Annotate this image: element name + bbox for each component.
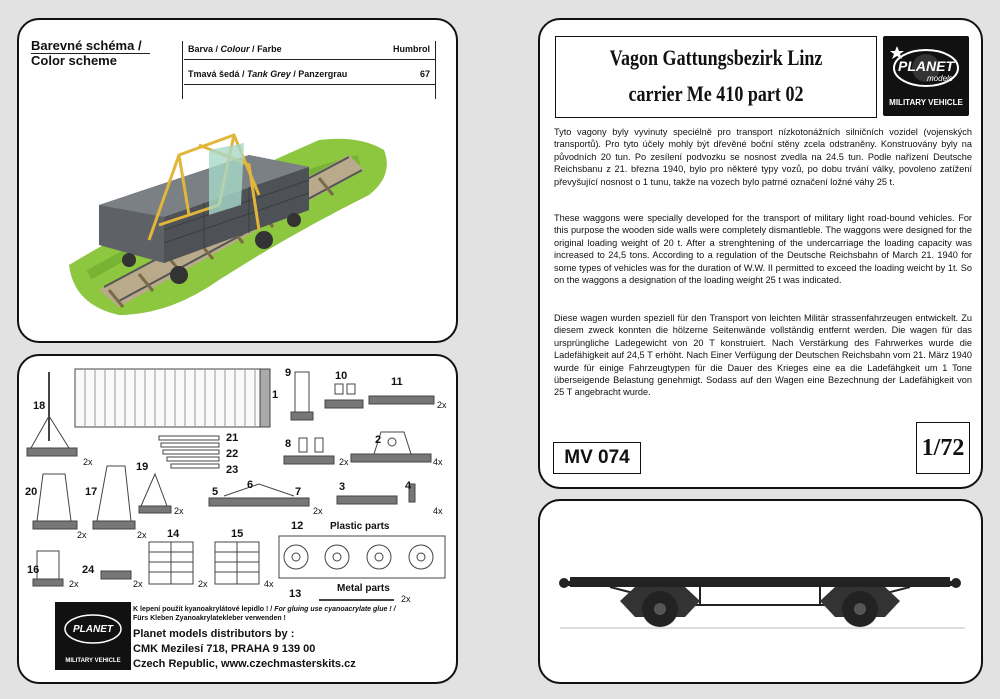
load-panel [209,143,244,215]
description-en: These waggons were specially developed for the transport of military light road-bound vehicles. For this purpose the wooden side walls were completely dismantleble. The waggons were designed for the original loading weight of 20 t. After a strenghtening of the undercarriage the loading capacity was increased to 24,5 tons. According to a regulation of the Deutsche Reichsbahn of March 21. 1940 for some types of vehicles was for the duration of W.W. II permitted to exceed the loading weicht by 1t. So on the waggons a designation of the loading weight 25 t was indicated. [554,213,972,286]
qty-part-5: 2x [313,506,323,516]
label-part-16: 16 [27,564,40,576]
color-table [184,41,436,85]
distributor-line3: Czech Republic, www.czechmasterskits.cz [133,658,356,670]
qty-part-11: 2x [437,400,447,410]
wagon-side-view [540,501,981,682]
label-part-17: 17 [85,486,98,498]
color-table-header [184,41,436,59]
part-1-floor [75,369,270,427]
row-cs: Tmavá šedá [188,69,240,79]
info-panel [538,18,983,489]
label-part-21: 21 [226,432,239,444]
color-scheme-panel [17,18,458,343]
logo-brand: PLANET [898,58,954,74]
qty-part-2: 4x [433,457,443,467]
label-part-13: 13 [289,588,302,600]
color-scheme-title-line2: Color scheme [31,53,117,68]
part-3 [337,496,397,504]
parts-panel [17,354,458,684]
kit-code: MV 074 [553,442,641,474]
planet-logo [883,36,969,116]
color-table-row [184,66,436,84]
part-8 [284,456,334,464]
wheel-right [820,587,900,627]
label-part-11: 11 [391,376,403,388]
row-code: 67 [419,69,430,79]
qty-part-15: 4x [264,579,274,589]
part-11 [369,396,434,404]
qty-part-24: 2x [133,579,143,589]
glue-note [133,606,396,613]
color-scheme-title-line1: Barevné schéma / [31,38,142,53]
label-part-4: 4 [405,480,412,492]
qty-part-19: 2x [174,506,184,516]
logo-tag-small: MILITARY VEHICLE [65,658,121,664]
label-part-9: 9 [285,367,292,379]
label-part-5: 5 [212,486,219,498]
label-part-10: 10 [335,370,348,382]
label-part-20: 20 [25,486,38,498]
label-part-19: 19 [136,461,149,473]
logo-tag: MILITARY VEHICLE [889,98,963,107]
scale-badge: 1/72 [916,422,970,474]
qty-part-17: 2x [137,530,147,540]
qty-part-18: 2x [83,457,93,467]
part-16 [37,551,59,579]
label-part-23: 23 [226,464,239,476]
label-part-15: 15 [231,528,244,540]
label-part-6: 6 [247,479,254,491]
title-box [555,36,877,118]
qty-part-8: 2x [339,457,349,467]
header-en: Colour [220,44,250,54]
distributor-line1: Planet models distributors by : [133,628,295,640]
header-de: Farbe [257,44,282,54]
qty-part-14: 2x [198,579,208,589]
side-view-panel [538,499,983,684]
part-19 [141,474,167,506]
qty-part-3: 4x [433,506,443,516]
logo-brand-small: PLANET [73,624,113,635]
sep: / [239,69,248,79]
glue-note-de: Fürs Kleben Zyanoakrylatekleber verwenden ! [133,615,286,622]
row-en: Tank Grey [247,69,291,79]
label-part-22: 22 [226,448,239,460]
part-20 [37,474,71,521]
wagon-illustration [59,115,399,325]
label-part-3: 3 [339,481,346,493]
label-part-8: 8 [285,438,292,450]
color-scheme-title [31,38,142,68]
side-frame [570,577,950,587]
qty-part-20: 2x [77,530,87,540]
plastic-parts-label: Plastic parts [330,521,390,532]
qty-part-16: 2x [69,579,79,589]
sep: / [213,44,221,54]
row-de: Panzergrau [298,69,348,79]
header-brand: Humbrol [393,44,430,54]
logo-sub: models [927,74,953,83]
title-line1: Vagon Gattungsbezirk Linz [609,45,823,70]
part-24 [101,571,131,579]
label-part-12: 12 [291,520,304,532]
label-part-18: 18 [33,400,46,412]
part-5 [209,498,309,506]
label-part-14: 14 [167,528,180,540]
sep: / [290,69,299,79]
description-de: Diese wagen wurden speziell für den Transport von leichten Militär strassenfahrzeugen entwickelt. Zu diesem zweck konnten die hölzerne Seitenwände vollständig entfernt werden. Die wagen für das ursprüngliche Ladegewicht von 20 T konstruiert. Nach Verstärkung des Fahrwerkes wurde die Ladefähigkeit auf 24,5 T erhöht. Nach Einer Verfügung der Deutschen Reichsbahn vom 21. März 1940 wurde für einige Fahrzeugtypen für die Dauer des Krieges eine ea die Ladefähgkeit um 1 Tone überseigende Belastung genehmigt. Sodass auf den Wagen eine Bezechnung der Ladefähigkeit von 25 T angebracht wurde. [554,313,972,398]
label-part-7: 7 [295,486,302,498]
description-cs: Tyto vagony byly vyvinuty speciélně pro transport nízkotonážních silničních vozidel (vojenských transportů). Pro tyto účely mohly být dřevěné boční stěny zcela odstraněny. Konstruovány byly na původních 20 tun. Po zesílení podvozku se nosnost zvedla na 24.5 tun. Podle nařízení Deutsche Reichsbanu z 21. března 1940, bylo pro některé typy vozů, po dobu trvání války, povoleno zatížení převyšující nosnost o 1 tunu, takže na vozech bylo patrné označení ložné váhy 25 t. [554,127,972,187]
label-part-2: 2 [375,434,382,446]
glue-note-en: For gluing use cyanoacrylate glue ! / [274,606,396,613]
metal-parts-label: Metal parts [337,583,390,594]
sep: / [249,44,258,54]
parts-21-23 [159,436,219,468]
title-line2: carrier Me 410 part 02 [628,81,804,106]
part-17 [97,466,131,521]
wheel-left [620,587,700,627]
label-part-1: 1 [272,389,279,401]
distributor-line2: CMK Mezilesí 718, PRAHA 9 139 00 [133,643,316,655]
qty-part-13: 2x [401,594,411,604]
header-cs: Barva [188,44,214,54]
part-12-sprue [279,536,445,578]
glue-note-cs: K lepení použít kyanoakrylátové lepidlo ! / [133,606,275,613]
part-10 [325,400,363,408]
part-6 [224,484,294,496]
part-9 [295,372,309,412]
label-part-24: 24 [82,564,95,576]
